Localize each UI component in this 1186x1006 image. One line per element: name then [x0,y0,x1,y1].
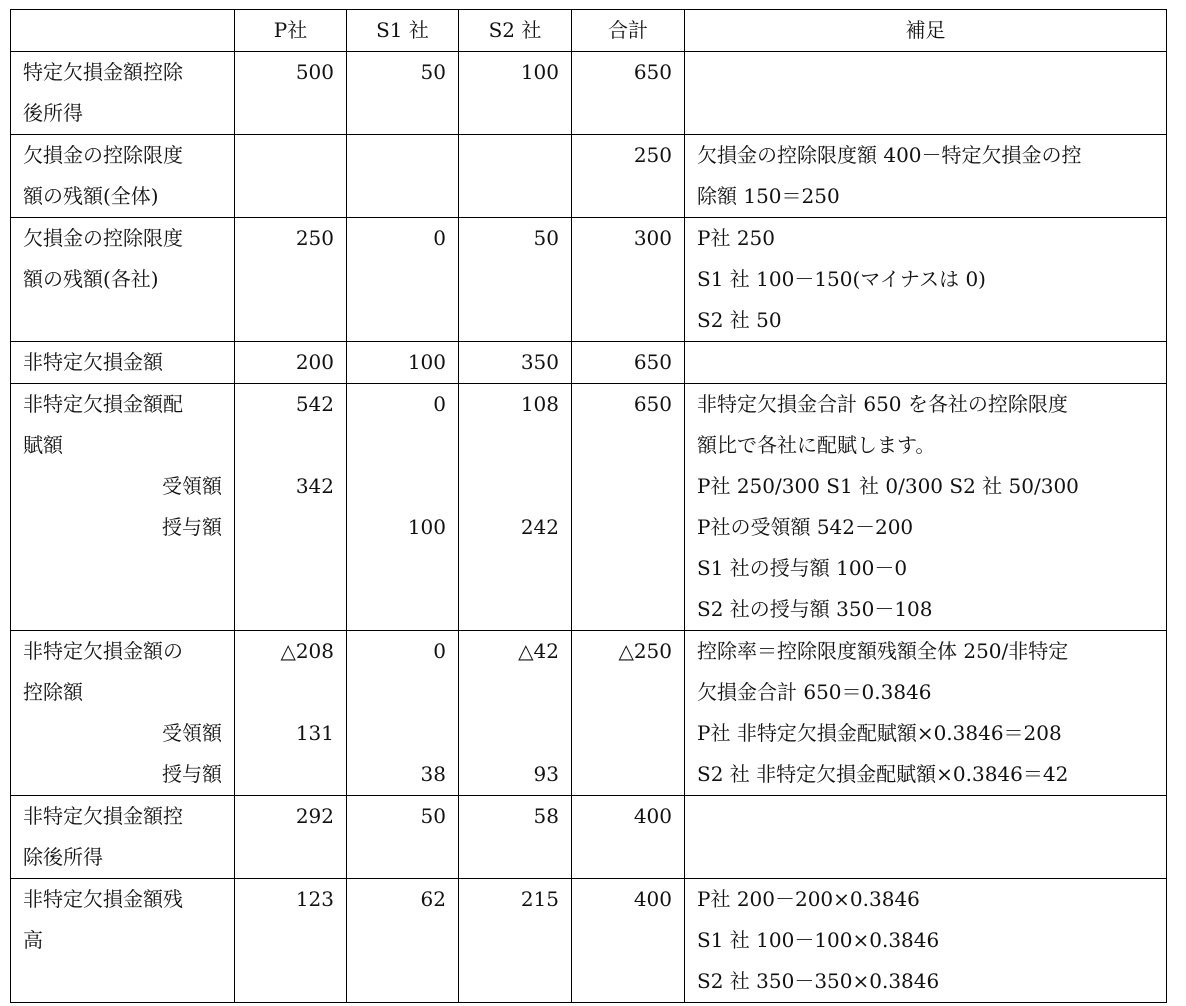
cell-total [572,52,685,135]
cell-text: 後所得 [23,101,83,125]
table-row [11,631,1167,796]
cell-text: 額比で各社に配賦します。 [697,433,936,457]
cell-text: 非特定欠損金額 [23,350,163,374]
cell-text [247,135,334,176]
cell-p [235,384,347,631]
cell-p [235,631,347,796]
cell-text: 292 [295,804,334,828]
cell-notes [685,135,1167,218]
cell-text: 控除率＝控除限度額残額全体 250/非特定 [697,639,1069,663]
cell-text: 除後所得 [23,845,103,869]
cell-s2 [459,342,572,384]
cell-text: 500 [295,60,334,84]
cell-text: 650 [633,60,672,84]
cell-total [572,218,685,342]
sub-label-granted: 授与額 [162,515,222,539]
sub-label-granted: 授与額 [162,762,222,786]
cell-text: 0 [433,639,446,663]
cell-text [471,135,559,176]
cell-text [247,672,334,713]
cell-text: 非特定欠損金額配 [23,392,183,416]
cell-notes [685,879,1167,1003]
cell-total [572,135,685,218]
header-cell-notes: 補足 [685,10,1167,52]
cell-s1 [347,796,459,879]
cell-total [572,631,685,796]
cell-text [471,713,559,754]
table-row [11,218,1167,342]
cell-p [235,135,347,218]
cell-text [247,425,334,466]
cell-text: 額の残額(全体) [23,184,159,208]
cell-p [235,218,347,342]
cell-text: 50 [420,804,446,828]
cell-text: S1 社 100－150(マイナスは 0) [697,267,986,291]
cell-text: 除額 150＝250 [697,184,840,208]
cell-text: 250 [633,143,672,167]
cell-text [247,507,334,548]
header-cell-blank [11,10,235,52]
table-row [11,52,1167,135]
cell-text: 242 [520,515,559,539]
cell-text: 100 [520,60,559,84]
table-row [11,135,1167,218]
cell-text: 542 [295,392,334,416]
cell-text: P社 非特定欠損金配賦額×0.3846＝208 [697,721,1062,745]
table-row [11,879,1167,1003]
header-cell-p: P社 [235,10,347,52]
cell-p [235,796,347,879]
cell-text: 123 [295,887,334,911]
cell-s1 [347,52,459,135]
cell-text: 650 [633,392,672,416]
table-row [11,342,1167,384]
cell-text [471,672,559,713]
cell-text: 額の残額(各社) [23,267,159,291]
cell-s2 [459,135,572,218]
cell-text [471,425,559,466]
cell-text: 非特定欠損金額残 [23,887,183,911]
cell-total [572,879,685,1003]
allocation-table [10,9,1167,1003]
cell-total [572,342,685,384]
row-label [11,384,235,631]
cell-text: 100 [407,350,446,374]
cell-text: 400 [633,804,672,828]
cell-text: 215 [520,887,559,911]
row-label [11,796,235,879]
cell-text: P社の受領額 542－200 [697,515,914,539]
row-label [11,52,235,135]
cell-text: P社 250/300 S1 社 0/300 S2 社 50/300 [697,474,1079,498]
cell-total [572,796,685,879]
sub-label-received: 受領額 [162,721,222,745]
cell-s1 [347,135,459,218]
cell-text: S1 社 100－100×0.3846 [697,928,940,952]
cell-s1 [347,384,459,631]
cell-text: 200 [295,350,334,374]
cell-text: P社 250 [697,226,775,250]
row-label [11,342,235,384]
cell-p [235,342,347,384]
cell-text: △42 [518,639,559,663]
cell-text [359,425,446,466]
cell-text [359,672,446,713]
cell-text [359,466,446,507]
cell-text: 0 [433,226,446,250]
cell-text: 控除額 [23,680,83,704]
cell-total [572,384,685,631]
cell-text: 300 [633,226,672,250]
cell-text: △208 [280,639,334,663]
cell-text: 欠損金の控除限度 [23,226,183,250]
cell-text: 特定欠損金額控除 [23,60,183,84]
cell-text: 58 [533,804,559,828]
table-row [11,384,1167,631]
cell-text: 50 [420,60,446,84]
cell-s1 [347,631,459,796]
cell-text: 欠損金の控除限度額 400－特定欠損金の控 [697,143,1082,167]
cell-notes [685,796,1167,879]
cell-notes [685,218,1167,342]
cell-text: S2 社 非特定欠損金配賦額×0.3846＝42 [697,762,1069,786]
row-label [11,218,235,342]
row-label [11,879,235,1003]
cell-text [471,466,559,507]
cell-text: 342 [295,474,334,498]
table-row [11,796,1167,879]
cell-text: 93 [533,762,559,786]
cell-s1 [347,218,459,342]
row-label [11,631,235,796]
header-cell-s2: S2 社 [459,10,572,52]
cell-text: S1 社の授与額 100－0 [697,556,908,580]
cell-notes [685,631,1167,796]
row-label [11,135,235,218]
cell-text: 108 [520,392,559,416]
sub-label-received: 受領額 [162,474,222,498]
cell-s2 [459,796,572,879]
cell-s2 [459,384,572,631]
cell-text: 650 [633,350,672,374]
cell-text: 100 [407,515,446,539]
cell-p [235,52,347,135]
cell-text: 0 [433,392,446,416]
cell-text: 400 [633,887,672,911]
header-cell-total: 合計 [572,10,685,52]
cell-s2 [459,52,572,135]
cell-text: 非特定欠損金額控 [23,804,183,828]
cell-text: P社 200－200×0.3846 [697,887,920,911]
cell-text: S2 社の授与額 350－108 [697,597,933,621]
cell-text: 非特定欠損金合計 650 を各社の控除限度 [697,392,1068,416]
cell-text: 賦額 [23,433,63,457]
cell-text: 高 [23,928,43,952]
header-row [11,10,1167,52]
cell-text: 非特定欠損金額の [23,639,183,663]
cell-text: △250 [618,639,672,663]
cell-notes [685,342,1167,384]
cell-text [359,135,446,176]
cell-s2 [459,879,572,1003]
cell-text: 欠損金合計 650＝0.3846 [697,680,932,704]
cell-s2 [459,218,572,342]
cell-text [247,754,334,795]
cell-s1 [347,879,459,1003]
cell-notes [685,52,1167,135]
cell-text: 350 [520,350,559,374]
cell-s1 [347,342,459,384]
cell-text: 欠損金の控除限度 [23,143,183,167]
cell-p [235,879,347,1003]
cell-text: 38 [420,762,446,786]
cell-text [359,713,446,754]
cell-s2 [459,631,572,796]
cell-notes [685,384,1167,631]
cell-text: S2 社 50 [697,308,782,332]
cell-text: 250 [295,226,334,250]
header-cell-s1: S1 社 [347,10,459,52]
cell-text: 50 [533,226,559,250]
cell-text: 62 [420,887,446,911]
cell-text: S2 社 350－350×0.3846 [697,969,940,993]
cell-text: 131 [295,721,334,745]
